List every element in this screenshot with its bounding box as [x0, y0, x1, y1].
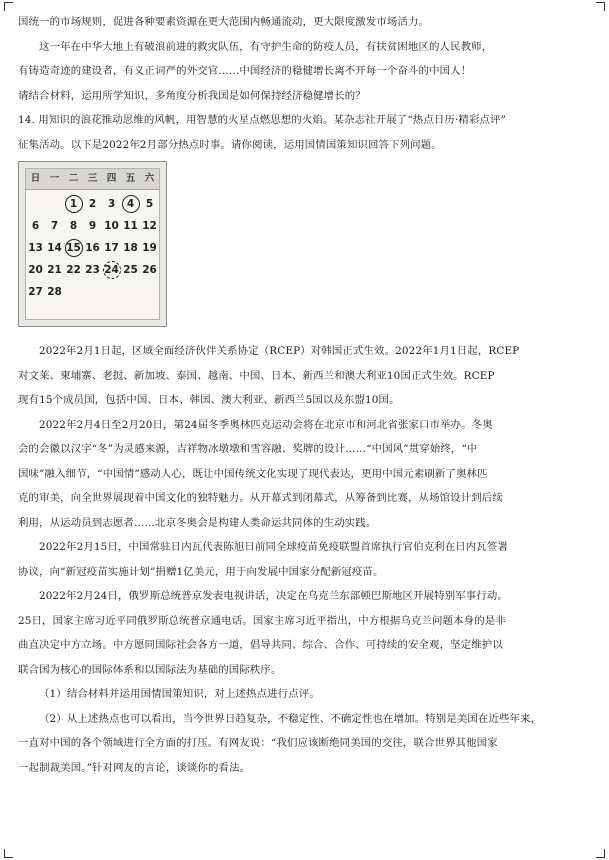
sub-question-1: （1）结合材料并运用国情国策知识，对上述热点进行点评。: [39, 688, 320, 700]
calendar-day: 16: [85, 242, 100, 254]
calendar-day: 17: [104, 242, 119, 254]
event-winter-olympics: 2022年2月4日至2月20日，第24届冬季奥林匹克运动会将在北京市和河北省张家口市举办。冬奥: [39, 418, 493, 431]
calendar-day-grid: [26, 193, 159, 303]
calendar-day: 19: [142, 242, 157, 254]
calendar-day: [83, 281, 102, 303]
calendar-day: 9: [88, 220, 97, 232]
circle-mark: [122, 195, 140, 213]
event-vaccine-donation: 协议，向“新冠疫苗实施计划”捐赠1亿美元，用于向发展中国家分配新冠疫苗。: [18, 565, 384, 578]
event-russia-ukraine: 联合国为核心的国际体系和以国际法为基础的国际秩序。: [18, 663, 282, 676]
document-body: [18, 10, 593, 780]
calendar-day: 7: [50, 220, 59, 232]
event-winter-olympics: 利用，从运动员到志愿者……北京冬奥会是构建人类命运共同体的生动实践。: [18, 516, 377, 529]
sub-question-2: （2）从上述热点也可以看出，当今世界日趋复杂，不稳定性、不确定性也在增加。特别是美国在近些年来，: [39, 712, 542, 725]
calendar-weekday: 二: [68, 173, 79, 184]
corner-mark: [4, 849, 13, 858]
calendar-weekday: 四: [106, 173, 117, 184]
calendar-day: 18: [123, 242, 138, 254]
calendar-day: 10: [104, 220, 119, 232]
calendar-weekday: 一: [49, 173, 60, 184]
question-14-title: 征集活动。以下是2022年2月部分热点时事。请你阅读，运用国情国策知识回答下列问题。: [18, 138, 442, 151]
event-russia-ukraine: 2022年2月24日，俄罗斯总统普京发表电视讲话，决定在乌克兰东部顿巴斯地区开展特别军事行动。: [39, 590, 508, 602]
calendar-day: [102, 281, 121, 303]
paragraph-line: 这一年在中华大地上有破浪前进的救灾队伍，有守护生命的防疫人员，有扶贫困地区的人民教师，: [39, 40, 493, 53]
corner-mark: [4, 2, 13, 11]
calendar-day: 14: [47, 242, 62, 254]
calendar-weekday: 三: [87, 173, 98, 184]
event-winter-olympics: 克的审美，向全世界展现着中国文化的独特魅力。从开幕式到闭幕式，从筹备到比赛，从场馆设计到后续: [18, 492, 503, 504]
event-vaccine-donation: 2022年2月15日，中国常驻日内瓦代表陈旭日前同全球疫苗免疫联盟首席执行官伯克利在日内瓦签署: [39, 541, 508, 553]
calendar-day: 8: [69, 220, 78, 232]
calendar-weekday: 五: [125, 173, 136, 184]
calendar-day: [64, 281, 83, 303]
calendar-day: 3: [107, 198, 116, 210]
calendar-figure: [18, 161, 593, 335]
calendar-day: 24: [102, 259, 121, 281]
calendar-day: 15: [64, 237, 83, 259]
paragraph-line: 有铸造奇迹的建设者，有义正词严的外交官……中国经济的稳健增长离不开每一个奋斗的中国人！: [18, 65, 472, 77]
calendar-day: 28: [47, 286, 62, 298]
calendar-day: 21: [47, 264, 62, 276]
calendar-day: 2: [88, 198, 97, 210]
circle-mark: [65, 195, 83, 213]
circle-mark: [65, 239, 83, 257]
calendar-day: 22: [66, 264, 81, 276]
event-rcep: 对文莱、柬埔寨、老挝、新加坡、泰国、越南、中国、日本、新西兰和澳大利亚10国正式生效。RCEP: [18, 369, 495, 382]
calendar-day: 1: [64, 193, 83, 215]
event-winter-olympics: 会的会徽以汉字“冬”为灵感来源，吉祥物冰墩墩和雪容融、奖牌的设计……“中国风”贯穿始终，“中: [18, 443, 478, 455]
calendar-day: 4: [121, 193, 140, 215]
corner-mark: [596, 2, 605, 11]
calendar-day: 20: [28, 264, 43, 276]
calendar-day: 6: [31, 220, 40, 232]
circle-mark: [103, 261, 121, 279]
calendar-day: 13: [28, 242, 43, 254]
calendar-weekday: 日: [30, 173, 41, 184]
calendar-day: 25: [123, 264, 138, 276]
event-winter-olympics: 国味”融入细节，“中国情”感动人心，既让中国传统文化实现了现代表达，更用中国元素刷新了奥林匹: [18, 467, 488, 480]
calendar-day: 5: [145, 198, 154, 210]
calendar-day: 26: [142, 264, 157, 276]
question-14-title: 14. 用知识的浪花推动思维的风帆，用智慧的火星点燃思想的火焰。某杂志社开展了“热点日历·精彩点评”: [18, 114, 507, 126]
calendar-day: [140, 281, 159, 303]
calendar-day: [45, 193, 64, 215]
question-prompt: 请结合材料，运用所学知识，多角度分析我国是如何保持经济稳健增长的？: [18, 89, 366, 102]
calendar-weekday-header: [26, 169, 159, 190]
event-rcep: 现有15个成员国，包括中国、日本、韩国、澳大利亚、新西兰5国以及东盟10国。: [18, 394, 400, 406]
calendar-weekday: 六: [144, 173, 155, 184]
calendar-day: 11: [123, 220, 138, 232]
corner-mark: [596, 849, 605, 858]
calendar-day: [26, 193, 45, 215]
paragraph-line: 国统一的市场规则，促进各种要素资源在更大范围内畅通流动，更大限度激发市场活力。: [18, 16, 430, 28]
calendar-day: 23: [85, 264, 100, 276]
calendar-day: [121, 281, 140, 303]
event-russia-ukraine: 25日，国家主席习近平同俄罗斯总统普京通电话。国家主席习近平指出，中方根据乌克兰问题本身的是非: [18, 614, 506, 627]
calendar-image: [18, 161, 167, 327]
sub-question-2: 一起制裁美国。”针对网友的言论，谈谈你的看法。: [18, 761, 251, 774]
calendar-day: 12: [142, 220, 157, 232]
event-rcep: 2022年2月1日起，区域全面经济伙伴关系协定（RCEP）对韩国正式生效。2022年1月1日起，RCEP: [39, 345, 520, 357]
event-russia-ukraine: 曲直决定中方立场。中方愿同国际社会各方一道，倡导共同、综合、合作、可持续的安全观，坚定维护以: [18, 639, 503, 651]
calendar-day: 27: [28, 286, 43, 298]
sub-question-2: 一直对中国的各个领域进行全方面的打压。有网友说：“我们应该断绝同美国的交往，联合世界其他国家: [18, 737, 498, 749]
